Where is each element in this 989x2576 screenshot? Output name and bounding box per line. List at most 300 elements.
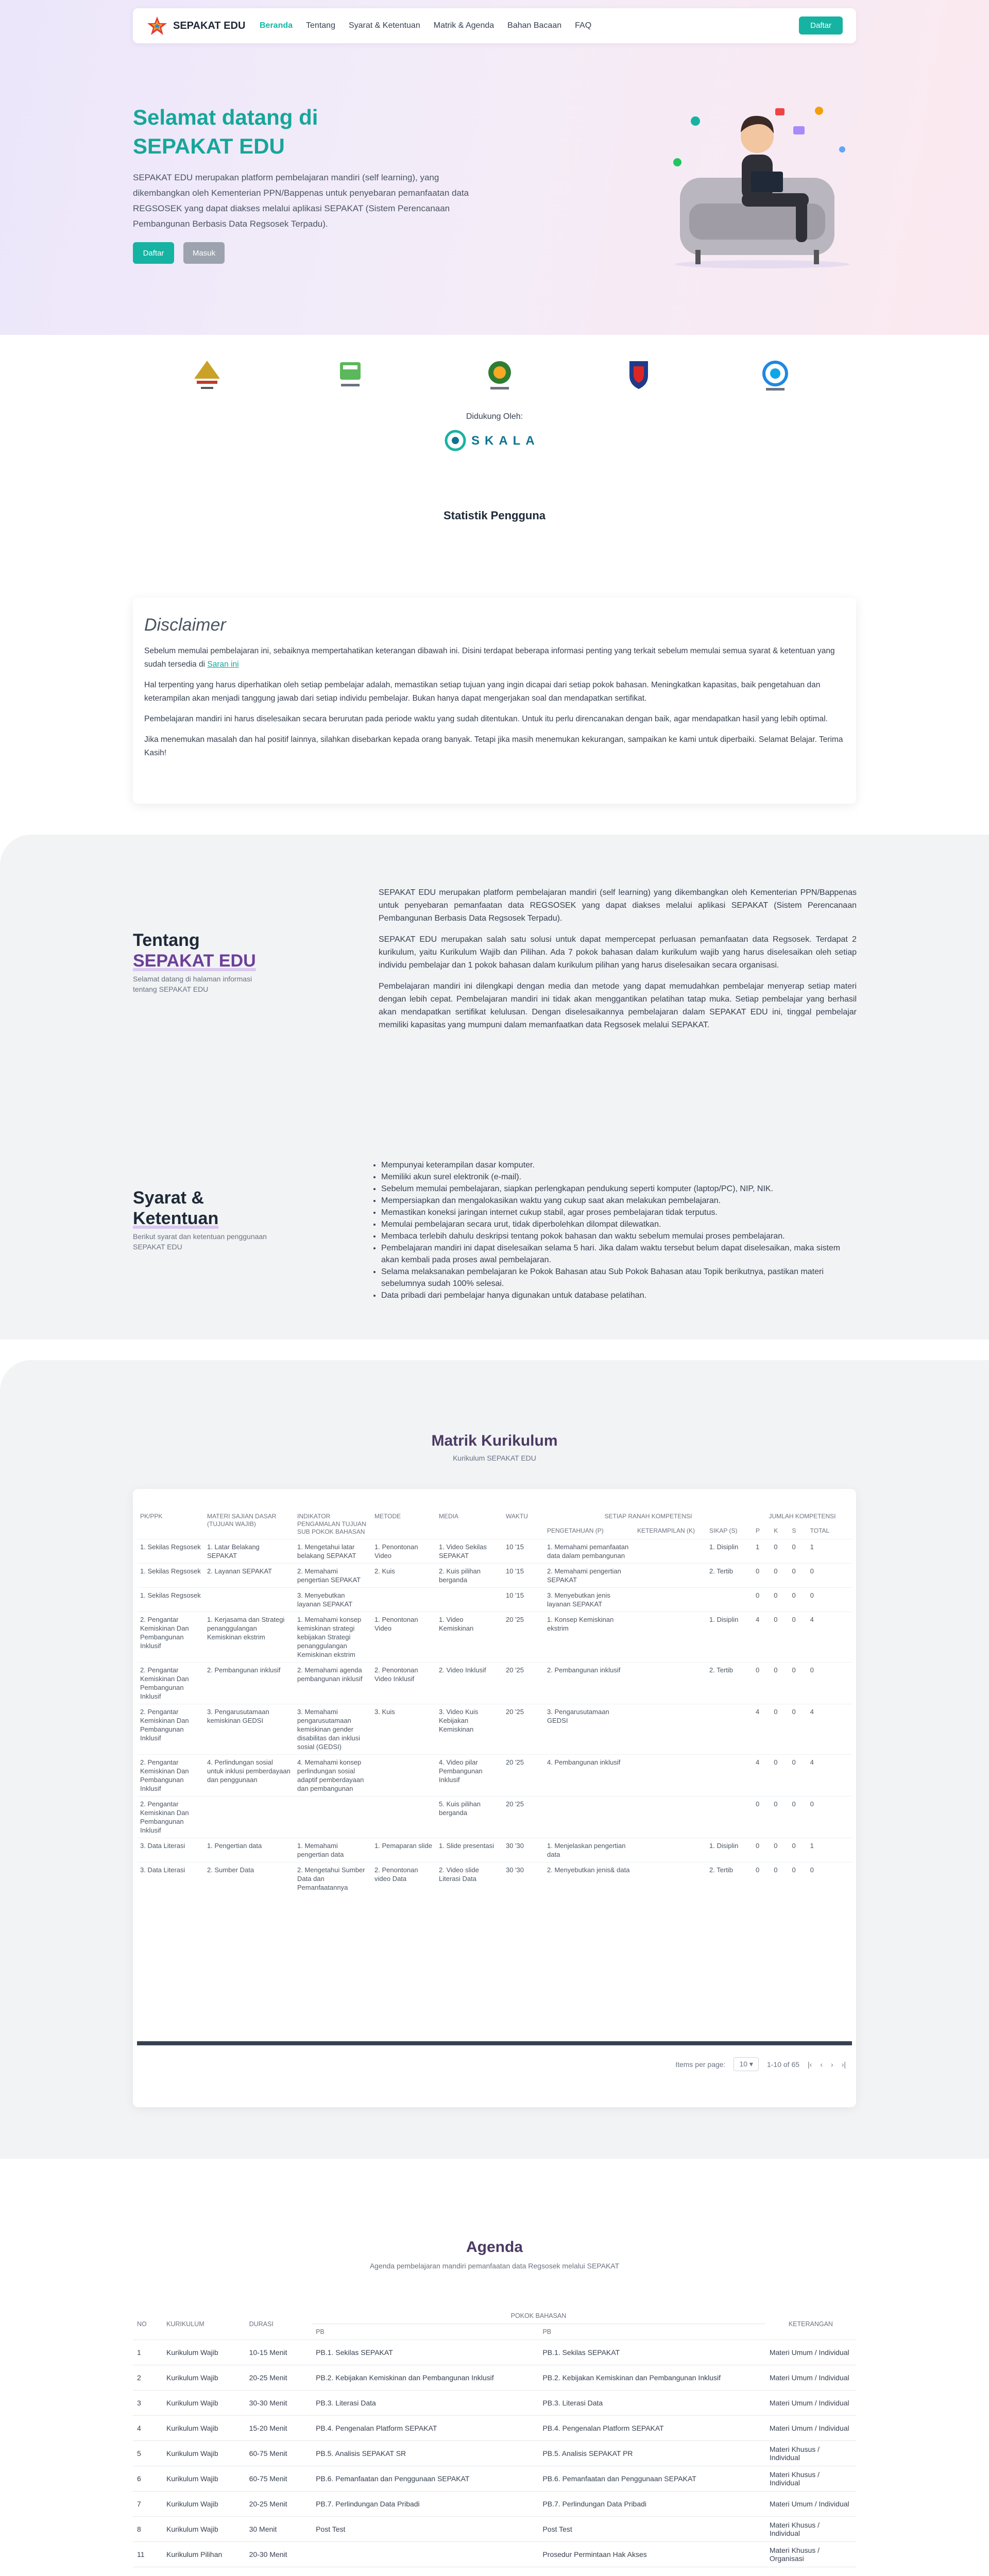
- table-cell: 60-75 Menit: [245, 2441, 312, 2466]
- table-cell: 3. Pengarusutamaan GEDSI: [544, 1704, 634, 1755]
- agenda-subtitle: Agenda pembelajaran mandiri pemanfaatan data Regsosek melalui SEPAKAT: [369, 2262, 620, 2270]
- table-cell: 0: [789, 1539, 807, 1564]
- table-cell: PB.7. Perlindungan Data Pribadi: [312, 2492, 538, 2517]
- table-cell: 0: [771, 1797, 789, 1838]
- table-cell: [634, 1612, 706, 1663]
- table-cell: 1. Pengertian data: [204, 1838, 294, 1862]
- table-cell: 1. Mengetahui latar belakang SEPAKAT: [294, 1539, 371, 1564]
- tentang-paragraph-2: SEPAKAT EDU merupakan salah satu solusi untuk dapat mempercepat perluasan pemanfaatan data Regsosek. Terdapat 2 kurikulum, yaitu Kurikulum Wajib dan Pilihan. Ada 7 pokok bahasan dalam kurikulum wajib yang harus diselesaikan oleh setiap individu pembelajar dan 1 pokok bahasan dalam kurikulum pilihan yang harus diselesaikan secara organisasi.: [379, 935, 857, 970]
- partner-logo-4: [618, 355, 659, 397]
- table-cell: [204, 1797, 294, 1838]
- table-cell: 2. Tertib: [706, 1663, 753, 1704]
- table-cell: Post Test: [538, 2517, 765, 2542]
- table-cell: 0: [789, 1862, 807, 1895]
- table-cell: 1. Memahami pemanfaatan data dalam pembangunan: [544, 1539, 634, 1564]
- table-cell: 2. Video Inklusif: [436, 1663, 503, 1704]
- syarat-list: [371, 1159, 855, 1301]
- table-cell: Kurikulum Wajib: [162, 2466, 245, 2492]
- table-cell: 0: [789, 1704, 807, 1755]
- table-cell: 4: [807, 1755, 852, 1797]
- disclaimer-paragraph-3: Pembelajaran mandiri ini harus diselesaikan secara berurutan pada periode waktu yang sudah ditentukan. Untuk itu perlu direncanakan dengan baik, agar mendapatkan hasil yang lebih optimal.: [144, 715, 828, 723]
- table-cell: 1. Penontonan Video: [371, 1539, 436, 1564]
- table-cell: 3. Menyebutkan jenis layanan SEPAKAT: [544, 1588, 634, 1612]
- table-cell: PB.2. Kebijakan Kemiskinan dan Pembangunan Inklusif: [312, 2365, 538, 2391]
- table-cell: [634, 1539, 706, 1564]
- table-cell: 1: [753, 1539, 771, 1564]
- table-row: [133, 2365, 856, 2391]
- table-row: [137, 1588, 852, 1612]
- nav-menu: [260, 21, 591, 30]
- table-cell: 5: [133, 2441, 162, 2466]
- table-cell: 4. Pembangunan inklusif: [544, 1755, 634, 1797]
- matrik-title: Matrik Kurikulum: [431, 1432, 558, 1449]
- table-cell: 0: [771, 1564, 789, 1588]
- scrollbar-thumb[interactable]: [137, 2041, 852, 2045]
- table-cell: 1. Latar Belakang SEPAKAT: [204, 1539, 294, 1564]
- table-cell: [706, 1797, 753, 1838]
- nav-item-bahan[interactable]: Bahan Bacaan: [507, 21, 562, 30]
- table-cell: 1: [807, 1539, 852, 1564]
- agenda-table-card: [133, 2308, 856, 2576]
- table-cell: 2. Pembangunan inklusif: [544, 1663, 634, 1704]
- table-cell: 0: [771, 1862, 789, 1895]
- disclaimer-title: Disclaimer: [144, 615, 226, 635]
- col-header: DURASI: [245, 2308, 312, 2340]
- table-cell: PB.6. Pemanfaatan dan Penggunaan SEPAKAT: [312, 2466, 538, 2492]
- table-cell: PB.4. Pengenalan Platform SEPAKAT: [538, 2416, 765, 2441]
- syarat-subtitle: Berikut syarat dan ketentuan penggunaan SEPAKAT EDU: [133, 1232, 267, 1251]
- table-cell: 1. Menjelaskan pengertian data: [544, 1838, 634, 1862]
- table-cell: [634, 1704, 706, 1755]
- hero-masuk-button[interactable]: Masuk: [183, 242, 225, 264]
- statistik-title: Statistik Pengguna: [443, 509, 546, 522]
- table-cell: 15-20 Menit: [245, 2416, 312, 2441]
- table-cell: [634, 1797, 706, 1838]
- tentang-paragraph-1: SEPAKAT EDU merupakan platform pembelajaran mandiri (self learning) yang dikembangkan oleh Kementerian PPN/Bappenas untuk penyebaran pemanfaatan data REGSOSEK yang dapat diakses melalui aplikasi SEPAKAT (Sistem Perencanaan Pembangunan Berbasis Data Regsosek Terpadu).: [379, 888, 857, 923]
- logo[interactable]: [146, 15, 254, 37]
- table-row: [137, 1755, 852, 1797]
- table-cell: 0: [789, 1588, 807, 1612]
- table-cell: 5. Kuis pilihan berganda: [436, 1797, 503, 1838]
- table-cell: Kurikulum Wajib: [162, 2340, 245, 2365]
- last-page-icon[interactable]: ›|: [841, 2060, 846, 2069]
- matrik-paginator: [675, 2057, 846, 2071]
- col-header: PB: [312, 2324, 538, 2340]
- table-cell: 8: [133, 2517, 162, 2542]
- table-cell: 2. Pengantar Kemiskinan Dan Pembangunan Inklusif: [137, 1755, 204, 1797]
- table-cell: [204, 1588, 294, 1612]
- nav-item-beranda[interactable]: Beranda: [260, 21, 293, 30]
- table-cell: 20-30 Menit: [245, 2542, 312, 2567]
- table-cell: 11: [133, 2542, 162, 2567]
- table-cell: 1. Sekilas Regsosek: [137, 1588, 204, 1612]
- tentang-title-line1: Tentang: [133, 930, 200, 950]
- hero-description: SEPAKAT EDU merupakan platform pembelajaran mandiri (self learning), yang dikembangkan oleh Kementerian PPN/Bappenas untuk penyebaran pemanfaatan data REGSOSEK yang dapat diakses melalui aplikasi SEPAKAT (Sistem Perencanaan Pembangunan Berbasis Data Regsosek Terpadu).: [133, 173, 469, 229]
- table-cell: 3. Pengarusutamaan kemiskinan GEDSI: [204, 1704, 294, 1755]
- table-cell: 1. Sekilas Regsosek: [137, 1539, 204, 1564]
- table-cell: PB.4. Pengenalan Platform SEPAKAT: [312, 2416, 538, 2441]
- partner-logo-2: [330, 355, 371, 397]
- table-cell: 2. Mengetahui Sumber Data dan Pemanfaatannya: [294, 1862, 371, 1895]
- col-header-group: JUMLAH KOMPETENSI: [769, 1513, 836, 1520]
- table-row: [137, 1612, 852, 1663]
- table-cell: 1. Konsep Kemiskinan ekstrim: [544, 1612, 634, 1663]
- table-cell: [294, 1797, 371, 1838]
- table-cell: 20 '25: [503, 1663, 544, 1704]
- table-cell: Materi Khusus / Individual: [765, 2517, 856, 2542]
- table-cell: 0: [789, 1755, 807, 1797]
- tentang-title: [133, 930, 256, 971]
- table-cell: 10 '15: [503, 1539, 544, 1564]
- syarat-title: [133, 1188, 218, 1229]
- table-cell: 2: [133, 2365, 162, 2391]
- table-cell: [371, 1755, 436, 1797]
- table-cell: 10-15 Menit: [245, 2340, 312, 2365]
- hero-title: [133, 103, 318, 161]
- table-cell: 0: [807, 1588, 852, 1612]
- table-cell: 4. Video pilar Pembangunan Inklusif: [436, 1755, 503, 1797]
- table-cell: 20-25 Menit: [245, 2492, 312, 2517]
- nav-item-faq[interactable]: FAQ: [575, 21, 592, 30]
- table-cell: 3. Kuis: [371, 1704, 436, 1755]
- tentang-title-line2: SEPAKAT EDU: [133, 951, 256, 971]
- table-cell: 0: [771, 1539, 789, 1564]
- syarat-title-line1: Syarat &: [133, 1188, 204, 1208]
- table-cell: Kurikulum Wajib: [162, 2441, 245, 2466]
- table-cell: 1. Penontonan Video: [371, 1612, 436, 1663]
- table-cell: PB.3. Literasi Data: [538, 2391, 765, 2416]
- table-cell: [634, 1755, 706, 1797]
- table-cell: PB.1. Sekilas SEPAKAT: [538, 2340, 765, 2365]
- disclaimer-paragraph-4: Jika menemukan masalah dan hal positif lainnya, silahkan disebarkan kepada orang banyak. Tetapi jika masih menemukan kekurangan, sampaikan ke kami untuk diperbaiki. Selamat Belajar. Terima Kasih!: [144, 735, 843, 757]
- table-cell: 1. Disiplin: [706, 1838, 753, 1862]
- table-cell: 30 Menit: [245, 2517, 312, 2542]
- syarat-item: • Sebelum memulai pembelajaran, siapkan perlengkapan pendukung seperti komputer (laptop/PC), NIP, NIK.: [381, 1183, 855, 1195]
- table-cell: [634, 1663, 706, 1704]
- table-cell: [371, 1797, 436, 1838]
- table-cell: 2. Pembangunan inklusif: [204, 1663, 294, 1704]
- table-row: [137, 1564, 852, 1588]
- table-cell: 1: [133, 2340, 162, 2365]
- table-cell: Materi Khusus / Organisasi: [765, 2542, 856, 2567]
- table-cell: Materi Umum / Individual: [765, 2416, 856, 2441]
- col-header: NO: [133, 2308, 162, 2340]
- col-header: KURIKULUM: [162, 2308, 245, 2340]
- syarat-item: • Mempunyai keterampilan dasar komputer.: [381, 1159, 855, 1171]
- table-row: [133, 2517, 856, 2542]
- table-cell: 7: [133, 2492, 162, 2517]
- agenda-title: Agenda: [466, 2239, 523, 2256]
- next-page-icon[interactable]: ›: [831, 2060, 833, 2069]
- table-cell: 0: [789, 1838, 807, 1862]
- table-cell: 0: [807, 1564, 852, 1588]
- table-cell: 1. Disiplin: [706, 1612, 753, 1663]
- table-cell: 30 '30: [503, 1862, 544, 1895]
- table-cell: 2. Tertib: [706, 1862, 753, 1895]
- table-cell: 1. Video Kemiskinan: [436, 1612, 503, 1663]
- table-cell: 20-25 Menit: [245, 2365, 312, 2391]
- partner-logo-3: [479, 355, 520, 397]
- hero-illustration: [664, 100, 860, 270]
- syarat-item: • Memastikan koneksi jaringan internet cukup stabil, agar proses pembelajaran tidak terputus.: [381, 1207, 855, 1218]
- disclaimer-paragraph-2: Hal terpenting yang harus diperhatikan oleh setiap pembelajar adalah, memastikan setiap tujuan yang ingin dicapai dari setiap pokok bahasan. Meningkatkan kapasitas, baik pengetahuan dan keterampilan akan menjadi tanggung jawab dari setiap individu pembelajar. Bukan hanya dapat mengerjakan soal dan mendapatkan sertifikat.: [144, 681, 821, 703]
- table-cell: Kurikulum Wajib: [162, 2517, 245, 2542]
- table-cell: 4: [753, 1755, 771, 1797]
- col-header: PK/PPK: [140, 1513, 163, 1520]
- logo-text: SEPAKAT EDU: [173, 20, 246, 31]
- table-cell: 2. Pengantar Kemiskinan Dan Pembangunan Inklusif: [137, 1612, 204, 1663]
- table-cell: 0: [789, 1797, 807, 1838]
- page-range: 1-10 of 65: [766, 2060, 800, 2069]
- table-cell: 0: [789, 1564, 807, 1588]
- table-cell: 4: [753, 1612, 771, 1663]
- matrik-table-scroll: [137, 1510, 852, 2076]
- first-page-icon[interactable]: |‹: [808, 2060, 812, 2069]
- table-cell: [634, 1564, 706, 1588]
- table-cell: 3. Data Literasi: [137, 1838, 204, 1862]
- table-cell: 2. Pengantar Kemiskinan Dan Pembangunan Inklusif: [137, 1663, 204, 1704]
- table-cell: 0: [753, 1564, 771, 1588]
- table-cell: 20 '25: [503, 1704, 544, 1755]
- table-cell: 0: [771, 1663, 789, 1704]
- tentang-paragraph-3: Pembelajaran mandiri ini dilengkapi dengan media dan metode yang dapat memudahkan pembelajar menyerap setiap materi dengan lebih cepat. Pembelajaran mandiri ini tidak akan menggantikan pelatihan tatap muka. Setiap pembelajar yang berhasil akan mendapatkan sertifikat kelulusan. Dengan diselesaikannya pembelajaran dalam SEPAKAT EDU ini, tinggal pembelajar memiliki kapasitas yang mumpuni dalam memanfaatkan data Regsosek melalui SEPAKAT.: [379, 982, 857, 1029]
- col-header: INDIKATOR PENGAMALAN TUJUAN SUB POKOK BAHASAN: [297, 1513, 366, 1535]
- table-cell: PB.3. Literasi Data: [312, 2391, 538, 2416]
- table-row: [133, 2391, 856, 2416]
- prev-page-icon[interactable]: ‹: [820, 2060, 823, 2069]
- table-row: [137, 1797, 852, 1838]
- col-header: K: [774, 1527, 778, 1535]
- col-header-group: POKOK BAHASAN: [312, 2308, 765, 2324]
- disclaimer-p1-text: Sebelum memulai pembelajaran ini, sebaiknya mempertahatikan keterangan dibawah ini. Disini terdapat beberapa informasi penting yang terkait sebelum memulai semua syarat & ketentuan yang sudah tersedia di: [144, 647, 835, 669]
- col-header: MEDIA: [439, 1513, 459, 1520]
- table-row: [133, 2340, 856, 2365]
- logo-star-icon: [146, 15, 168, 37]
- items-per-page-label: Items per page:: [675, 2060, 726, 2069]
- table-row: [133, 2492, 856, 2517]
- syarat-item: • Pembelajaran mandiri ini dapat diselesaikan selama 5 hari. Jika dalam waktu tersebut belum dapat diselesaikan, maka sistem akan kembali pada proses awal pembelajaran.: [381, 1242, 855, 1266]
- table-cell: 3. Data Literasi: [137, 1862, 204, 1895]
- table-cell: 2. Sumber Data: [204, 1862, 294, 1895]
- nav-item-syarat[interactable]: Syarat & Ketentuan: [348, 21, 420, 30]
- col-header: METODE: [374, 1513, 401, 1520]
- syarat-item: • Memulai pembelajaran secara urut, tidak diperbolehkan dilompat dilewatkan.: [381, 1218, 855, 1230]
- tentang-subtitle: Selamat datang di halaman informasi tentang SEPAKAT EDU: [133, 975, 252, 993]
- table-cell: [706, 1704, 753, 1755]
- horizontal-scrollbar[interactable]: [137, 2041, 852, 2045]
- table-cell: 6: [133, 2466, 162, 2492]
- table-cell: Kurikulum Pilihan: [162, 2542, 245, 2567]
- table-cell: 3. Menyebutkan layanan SEPAKAT: [294, 1588, 371, 1612]
- table-cell: 0: [807, 1663, 852, 1704]
- table-cell: 0: [753, 1663, 771, 1704]
- table-cell: 20 '25: [503, 1755, 544, 1797]
- table-cell: [371, 1588, 436, 1612]
- table-cell: 2. Menyebutkan jenis& data: [544, 1862, 634, 1895]
- table-cell: 2. Memahami pengertian SEPAKAT: [294, 1564, 371, 1588]
- table-cell: Kurikulum Wajib: [162, 2365, 245, 2391]
- disclaimer-paragraph-1: [144, 645, 845, 671]
- items-per-page-select[interactable]: 10 ▾: [734, 2057, 759, 2071]
- table-cell: 1. Slide presentasi: [436, 1838, 503, 1862]
- matrik-subtitle: Kurikulum SEPAKAT EDU: [453, 1454, 536, 1462]
- table-cell: Materi Umum / Individual: [765, 2365, 856, 2391]
- table-cell: 4: [133, 2416, 162, 2441]
- col-header: PB: [538, 2324, 765, 2340]
- table-row: [137, 1838, 852, 1862]
- table-cell: 2. Kuis: [371, 1564, 436, 1588]
- disclaimer-card: [133, 598, 856, 804]
- table-cell: [634, 1588, 706, 1612]
- table-cell: Materi Khusus / Individual: [765, 2441, 856, 2466]
- syarat-item: • Selama melaksanakan pembelajaran ke Pokok Bahasan atau Sub Pokok Bahasan atau Topik berikutnya, pastikan materi sebelumnya sudah 100% selesai.: [381, 1266, 855, 1290]
- table-row: [133, 2416, 856, 2441]
- table-cell: 4. Perlindungan sosial untuk inklusi pemberdayaan dan penggunaan: [204, 1755, 294, 1797]
- table-cell: 1. Disiplin: [706, 1539, 753, 1564]
- table-row: [133, 2542, 856, 2567]
- table-cell: PB.6. Pemanfaatan dan Penggunaan SEPAKAT: [538, 2466, 765, 2492]
- skala-logo: [443, 428, 546, 453]
- top-navbar: [133, 8, 856, 43]
- table-cell: 10 '15: [503, 1564, 544, 1588]
- table-cell: 3. Memahami pengarusutamaan kemiskinan gender disabilitas dan inklusi sosial (GEDSI): [294, 1704, 371, 1755]
- hero-daftar-button[interactable]: Daftar: [133, 242, 174, 264]
- table-cell: 1. Memahami pengertian data: [294, 1838, 371, 1862]
- table-cell: [312, 2542, 538, 2567]
- table-row: [137, 1862, 852, 1895]
- table-cell: [436, 1588, 503, 1612]
- table-cell: 3: [133, 2391, 162, 2416]
- table-cell: [706, 1588, 753, 1612]
- table-cell: 0: [807, 1862, 852, 1895]
- nav-item-tentang[interactable]: Tentang: [306, 21, 335, 30]
- table-row: [137, 1663, 852, 1704]
- syarat-item: • Mempersiapkan dan mengalokasikan waktu yang cukup saat akan melakukan pembelajaran.: [381, 1195, 855, 1207]
- table-cell: 0: [771, 1588, 789, 1612]
- table-cell: 4. Memahami konsep perlindungan sosial adaptif pemberdayaan dan pembangunan: [294, 1755, 371, 1797]
- col-header: MATERI SAJIAN DASAR (TUJUAN WAJIB): [207, 1513, 277, 1528]
- table-cell: 4: [807, 1612, 852, 1663]
- hero-title-line1: Selamat datang di: [133, 105, 318, 129]
- table-cell: 0: [771, 1704, 789, 1755]
- tentang-body: [379, 886, 857, 1040]
- table-cell: PB.5. Analisis SEPAKAT PR: [538, 2441, 765, 2466]
- table-cell: 0: [771, 1612, 789, 1663]
- matrik-table-card: [133, 1489, 856, 2107]
- table-cell: 0: [753, 1588, 771, 1612]
- bappenas-logo: [186, 355, 228, 397]
- table-cell: 0: [753, 1862, 771, 1895]
- table-cell: Kurikulum Wajib: [162, 2391, 245, 2416]
- page-size-value: 10: [739, 2060, 748, 2068]
- table-cell: 1. Video Sekilas SEPAKAT: [436, 1539, 503, 1564]
- col-header: KETERAMPILAN (K): [637, 1527, 695, 1535]
- syarat-item: • Memiliki akun surel elektronik (e-mail).: [381, 1171, 855, 1183]
- table-cell: 20 '25: [503, 1797, 544, 1838]
- table-cell: 2. Video slide Literasi Data: [436, 1862, 503, 1895]
- col-header: SIKAP (S): [709, 1527, 738, 1535]
- table-cell: 2. Penontonan video Data: [371, 1862, 436, 1895]
- table-row: [133, 2466, 856, 2492]
- table-cell: 30 '30: [503, 1838, 544, 1862]
- table-row: [133, 2441, 856, 2466]
- table-cell: Materi Umum / Individual: [765, 2391, 856, 2416]
- table-cell: Post Test: [312, 2517, 538, 2542]
- table-cell: PB.7. Perlindungan Data Pribadi: [538, 2492, 765, 2517]
- table-cell: 1: [807, 1838, 852, 1862]
- table-cell: 1. Pemaparan slide: [371, 1838, 436, 1862]
- matrik-table: [137, 1510, 852, 1895]
- table-cell: 0: [789, 1663, 807, 1704]
- disclaimer-link[interactable]: Saran ini: [207, 660, 239, 669]
- table-cell: PB.1. Sekilas SEPAKAT: [312, 2340, 538, 2365]
- syarat-title-line2: Ketentuan: [133, 1209, 219, 1228]
- table-cell: 2. Tertib: [706, 1564, 753, 1588]
- supported-by-label: Didukung Oleh:: [466, 412, 523, 421]
- table-cell: [544, 1797, 634, 1838]
- hero-section: [0, 0, 989, 335]
- table-cell: 20 '25: [503, 1612, 544, 1663]
- syarat-item: • Membaca terlebih dahulu deskripsi tentang pokok bahasan dan waktu sebelum memulai proses pembelajaran.: [381, 1230, 855, 1242]
- table-cell: 0: [753, 1797, 771, 1838]
- table-cell: 0: [789, 1612, 807, 1663]
- table-cell: [706, 1755, 753, 1797]
- table-cell: Materi Khusus / Individual: [765, 2466, 856, 2492]
- col-header: P: [756, 1527, 760, 1535]
- table-cell: 2. Layanan SEPAKAT: [204, 1564, 294, 1588]
- table-cell: 2. Memahami agenda pembangunan inklusif: [294, 1663, 371, 1704]
- table-cell: 1. Sekilas Regsosek: [137, 1564, 204, 1588]
- table-cell: 2. Memahami pengertian SEPAKAT: [544, 1564, 634, 1588]
- table-cell: 4: [807, 1704, 852, 1755]
- table-cell: Kurikulum Wajib: [162, 2416, 245, 2441]
- col-header: S: [792, 1527, 796, 1535]
- table-cell: Materi Umum / Individual: [765, 2340, 856, 2365]
- col-header: PENGETAHUAN (P): [547, 1527, 604, 1535]
- hero-title-line2: SEPAKAT EDU: [133, 134, 285, 158]
- table-cell: 2. Penontonan Video Inklusif: [371, 1663, 436, 1704]
- table-cell: 4: [753, 1704, 771, 1755]
- table-cell: 3. Video Kuis Kebijakan Kemiskinan: [436, 1704, 503, 1755]
- table-cell: 1. Kerjasama dan Strategi penanggulangan Kemiskinan ekstrim: [204, 1612, 294, 1663]
- partner-logo-5: [755, 355, 796, 397]
- table-cell: PB.5. Analisis SEPAKAT SR: [312, 2441, 538, 2466]
- table-cell: 60-75 Menit: [245, 2466, 312, 2492]
- syarat-item: • Data pribadi dari pembelajar hanya digunakan untuk database pelatihan.: [381, 1290, 855, 1301]
- skala-logo-text: SKALA: [471, 434, 540, 448]
- col-header: WAKTU: [506, 1513, 528, 1520]
- col-header: KETERANGAN: [765, 2308, 856, 2340]
- table-cell: 10 '15: [503, 1588, 544, 1612]
- table-cell: 0: [771, 1838, 789, 1862]
- table-cell: [634, 1838, 706, 1862]
- table-cell: 0: [771, 1755, 789, 1797]
- table-cell: 2. Pengantar Kemiskinan Dan Pembangunan Inklusif: [137, 1704, 204, 1755]
- table-cell: 2. Kuis pilihan berganda: [436, 1564, 503, 1588]
- col-header: TOTAL: [810, 1527, 830, 1535]
- table-cell: 1. Memahami konsep kemiskinan strategi kebijakan Strategi penanggulangan Kemiskinan ekstrim: [294, 1612, 371, 1663]
- col-header-group: SETIAP RANAH KOMPETENSI: [604, 1513, 692, 1520]
- agenda-table: [133, 2308, 856, 2567]
- table-cell: 2. Pengantar Kemiskinan Dan Pembangunan Inklusif: [137, 1797, 204, 1838]
- table-cell: Kurikulum Wajib: [162, 2492, 245, 2517]
- nav-item-matrik[interactable]: Matrik & Agenda: [433, 21, 494, 30]
- daftar-button[interactable]: Daftar: [799, 16, 843, 35]
- table-cell: Materi Umum / Individual: [765, 2492, 856, 2517]
- table-cell: PB.2. Kebijakan Kemiskinan dan Pembangunan Inklusif: [538, 2365, 765, 2391]
- table-cell: [634, 1862, 706, 1895]
- table-row: [137, 1539, 852, 1564]
